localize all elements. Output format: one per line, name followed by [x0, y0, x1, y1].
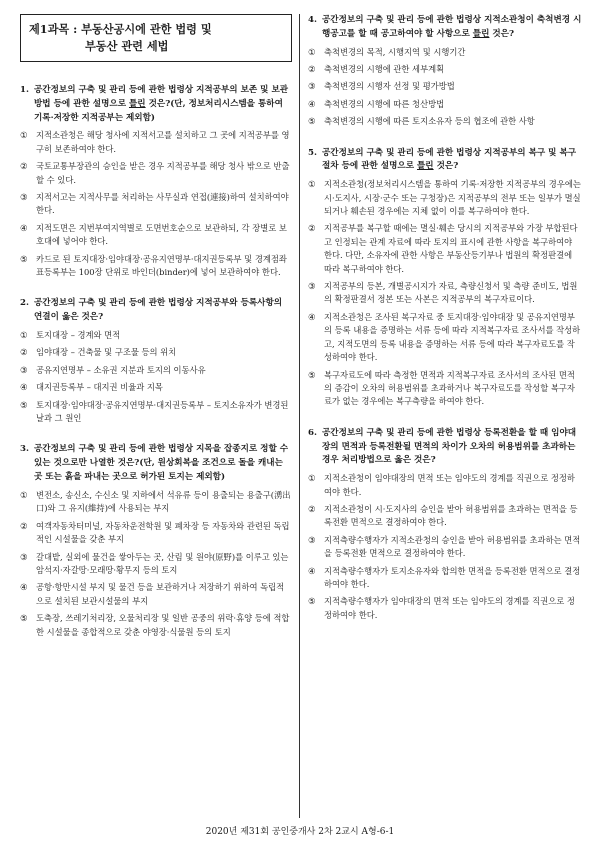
right-column — [308, 14, 582, 640]
answer-choice — [20, 381, 292, 394]
answer-choice — [308, 565, 582, 592]
question-stem — [308, 147, 582, 175]
question-text — [34, 443, 292, 484]
question-stem — [308, 427, 582, 468]
question-number: 3. — [20, 444, 29, 455]
answer-choice — [20, 129, 292, 156]
question-text-part: 공간정보의 구축 및 관리 등에 관한 법령상 지적공부의 보존 및 보관방법 등에 관한 설명으로 — [34, 85, 289, 109]
choice-text: 지적측량수행자가 토지소유자와 합의한 면적을 등록전환 면적으로 결정하여야 한다. — [324, 565, 581, 589]
question-2 — [20, 297, 292, 425]
page-footer: 2020년 제31회 공인중개사 2차 2교시 A형-6-1 — [205, 827, 395, 837]
choice-marker: ⑤ — [20, 613, 28, 624]
question-text-part: 것은?(단, 정보처리시스템을 통하여 기록·저장한 지적공부는 제외함) — [34, 98, 283, 123]
question-text-part: 공간정보의 구축 및 관리 등에 관한 법령상 지적소관청이 축척변경 시행공고를 할 때 공고하여야 할 사항으로 — [322, 15, 582, 39]
question-text-part: 공간정보의 구축 및 관리 등에 관한 법령상 지목을 잡종지로 정할 수 있는 것으로만 나열한 것은?(단, 원상회복을 조건으로 돌을 캐내는 곳 또는 흙을 파내는 곳으로 허가된 토지는 제외함) — [34, 444, 289, 483]
answer-choice — [308, 534, 582, 561]
question-6 — [308, 427, 582, 622]
choice-text: 변전소, 송신소, 수신소 및 지하에서 석유류 등이 용출되는 용출구(湧出口)와 그 유지(維持)에 사용되는 부지 — [36, 489, 291, 514]
column-divider — [299, 14, 300, 818]
answer-choice — [308, 280, 582, 307]
answer-choice — [308, 222, 582, 276]
choice-text: 대지권등록부 – 대지권 비율과 지목 — [36, 382, 163, 393]
answer-choice — [308, 115, 582, 128]
choice-marker: ⑤ — [308, 116, 316, 127]
choice-marker: ② — [20, 347, 28, 358]
answer-choice — [20, 399, 292, 426]
answer-choice — [308, 98, 582, 111]
answer-choice — [20, 191, 292, 218]
choice-marker: ④ — [20, 582, 28, 593]
answer-choice — [308, 369, 582, 409]
question-text-part: 공간정보의 구축 및 관리 등에 관한 법령상 등록전환을 할 때 임야대장의 면적과 등록전환될 면적의 차이가 오차의 허용범위를 초과하는 경우 처리방법으로 옳은 것은? — [322, 427, 577, 466]
choice-marker: ② — [20, 161, 28, 172]
answer-choice — [308, 46, 582, 59]
question-text — [34, 84, 292, 125]
choice-text: 도축장, 쓰레기처리장, 오물처리장 및 일반 공중의 위락·휴양 등에 적합한 시설물을 종합적으로 갖춘 야영장·식물원 등의 토지 — [36, 613, 290, 637]
answer-choice — [20, 346, 292, 359]
answer-choice — [20, 520, 292, 547]
choice-text: 지적도면은 지번부여지역별로 도면번호순으로 보관하되, 각 장별로 보호대에 넣어야 한다. — [36, 222, 287, 247]
choice-text: 지적공부를 복구할 때에는 멸실·훼손 당시의 지적공부와 가장 부합된다고 인정되는 관계 자료에 따라 토지의 표시에 관한 사항을 복구하여야 한다. 다만, 소유자에 관한 사항은 부동산등기부나 법원의 확정판결에 따라 복구하여야 한다. — [324, 223, 578, 274]
answer-choice — [308, 311, 582, 365]
choice-text: 축척변경의 시행에 따른 토지소유자 등의 협조에 관한 사항 — [324, 116, 535, 127]
left-column — [20, 14, 292, 657]
answer-choice — [308, 503, 582, 530]
choice-marker: ① — [20, 130, 28, 141]
choice-marker: ① — [308, 473, 316, 484]
choice-marker: ⑤ — [20, 253, 28, 264]
choice-text: 지적소관청이 시·도지사의 승인을 받아 허용범위를 초과하는 면적을 등록전환 면적으로 결정하여야 한다. — [324, 503, 578, 528]
choice-text: 복구자료도에 따라 측정한 면적과 지적복구자료 조사서의 조사된 면적의 증감이 오차의 허용범위를 초과하거나 복구자료도를 작성할 복구자료가 없는 경우에는 복구측량을 하여야 한다. — [324, 369, 575, 407]
answer-choice — [20, 160, 292, 187]
choice-text: 지적소관청은 해당 청사에 지적서고를 설치하고 그 곳에 지적공부를 영구히 보존하여야 한다. — [36, 130, 290, 154]
choice-text: 지적소관청(정보처리시스템을 통하여 기록·저장한 지적공부의 경우에는 시·도지사, 시장·군수 또는 구청장)은 지적공부의 전부 또는 일부가 멸실되거나 훼손된 경우에는 지체 없이 이를 복구하여야 한다. — [324, 179, 581, 217]
question-1 — [20, 84, 292, 279]
choice-marker: ① — [308, 46, 316, 57]
choice-marker: ① — [20, 489, 28, 500]
question-text — [322, 147, 582, 175]
question-text-part: 것은? — [433, 161, 459, 172]
choice-text: 축척변경의 목적, 시행지역 및 시행기간 — [324, 46, 466, 57]
question-number: 1. — [20, 85, 29, 95]
choice-marker: ④ — [308, 98, 316, 109]
choice-text: 지적소관청은 조사된 복구자료 중 토지대장·임야대장 및 공유지연명부의 등록 내용을 증명하는 서류 등에 따라 지적복구자료 조사서를 작성하고, 지적도면의 등록 내용을 증명하는 서류 등에 따라 복구자료도를 작성하여야 한다. — [324, 311, 581, 363]
choice-marker: ② — [20, 520, 28, 531]
question-stem — [308, 14, 582, 42]
question-stem — [20, 443, 292, 484]
answer-choice — [20, 253, 292, 280]
choice-text: 임야대장 – 건축물 및 구조물 등의 위치 — [36, 347, 177, 358]
choice-marker: ② — [308, 223, 316, 234]
choice-marker: ③ — [308, 81, 316, 92]
answer-choice — [20, 551, 292, 578]
question-emphasis: 틀린 — [472, 28, 490, 39]
choice-text: 카드로 된 토지대장·임야대장·공유지연명부·대지권등록부 및 경계점좌표등록부는 100장 단위로 바인더(binder)에 넣어 보관하여야 한다. — [36, 253, 287, 278]
answer-choice — [308, 595, 582, 622]
choice-text: 축척변경의 시행에 따른 청산방법 — [324, 98, 445, 109]
question-text — [322, 427, 582, 468]
question-text — [322, 14, 582, 42]
subject-header — [20, 14, 292, 62]
answer-choice — [20, 329, 292, 342]
question-emphasis: 틀린 — [128, 98, 146, 109]
choice-text: 축척변경의 시행자 선정 및 평가방법 — [324, 81, 455, 92]
choice-text: 지적측량수행자가 임야대장의 면적 또는 임야도의 경계를 직권으로 정정하여야 한다. — [324, 596, 575, 620]
choice-marker: ③ — [20, 551, 28, 562]
choice-marker: ① — [308, 179, 316, 190]
question-text-part: 것은? — [489, 28, 515, 39]
answer-choice — [20, 489, 292, 516]
choice-marker: ③ — [20, 192, 28, 203]
subject-title-line2: 부동산 관련 세법 — [85, 39, 169, 53]
question-number: 4. — [308, 15, 317, 25]
choice-text: 지적소관청이 임야대장의 면적 또는 임야도의 경계를 직권으로 정정하여야 한다. — [324, 473, 575, 497]
choice-marker: ② — [308, 503, 316, 514]
question-text — [34, 297, 292, 325]
question-number: 6. — [308, 427, 317, 438]
choice-text: 공항·항만시설 부지 및 물건 등을 보관하거나 저장하기 위하여 독립적으로 설치된 보관시설물의 부지 — [36, 582, 285, 606]
answer-choice — [20, 364, 292, 377]
choice-marker: ② — [308, 64, 316, 74]
question-5 — [308, 147, 582, 409]
choice-marker: ⑤ — [20, 399, 28, 410]
question-4 — [308, 14, 582, 129]
answer-choice — [308, 472, 582, 499]
choice-marker: ① — [20, 330, 28, 341]
choice-text: 토지대장 – 경계와 면적 — [36, 330, 121, 341]
choice-marker: ③ — [308, 281, 316, 292]
choice-marker: ③ — [308, 534, 316, 545]
choice-marker: ④ — [308, 565, 316, 576]
choice-text: 공유지연명부 – 소유권 지분과 토지의 이동사유 — [36, 364, 206, 375]
answer-choice — [20, 612, 292, 639]
choice-text: 여객자동차터미널, 자동차운전학원 및 폐차장 등 자동차와 관련된 독립적인 시설물을 갖춘 부지 — [36, 520, 290, 545]
choice-marker: ⑤ — [308, 369, 316, 380]
answer-choice — [308, 80, 582, 93]
question-emphasis: 틀린 — [416, 161, 434, 172]
answer-choice — [308, 178, 582, 218]
answer-choice — [308, 63, 582, 76]
question-3 — [20, 443, 292, 638]
choice-marker: ④ — [20, 382, 28, 393]
choice-marker: ④ — [20, 222, 28, 233]
question-number: 5. — [308, 147, 317, 158]
choice-text: 토지대장·임야대장·공유지연명부·대지권등록부 – 토지소유자가 변경된 날과 그 원인 — [36, 399, 289, 424]
question-stem — [20, 84, 292, 125]
choice-text: 국토교통부장관의 승인을 받은 경우 지적공부를 해당 청사 밖으로 반출할 수 있다. — [36, 161, 290, 185]
choice-marker: ③ — [20, 364, 28, 375]
choice-text: 지적공부의 등본, 개별공시지가 자료, 측량신청서 및 측량 준비도, 법원의 확정판결서 정본 또는 사본은 지적공부의 복구자료이다. — [324, 281, 578, 305]
question-number: 2. — [20, 298, 29, 309]
subject-title-line1: 제1과목 : 부동산공시에 관한 법령 및 — [29, 22, 212, 36]
question-stem — [20, 297, 292, 325]
question-text-part: 공간정보의 구축 및 관리 등에 관한 법령상 지적공부의 복구 및 복구절차 등에 관한 설명으로 — [322, 147, 577, 172]
choice-text: 갈대밭, 실외에 물건을 쌓아두는 곳, 산림 및 원야(原野)를 이루고 있는 암석지·자갈땅·모래땅·황무지 등의 토지 — [36, 551, 289, 575]
choice-text: 축척변경의 시행에 관한 세부계획 — [324, 64, 445, 74]
choice-marker: ④ — [308, 311, 316, 322]
choice-text: 지적서고는 지적사무를 처리하는 사무실과 연접(連接)하여 설치하여야 한다. — [36, 192, 289, 216]
answer-choice — [20, 581, 292, 608]
choice-text: 지적측량수행자가 지적소관청의 승인을 받아 허용범위를 초과하는 면적을 등록전환 면적으로 결정하여야 한다. — [324, 534, 581, 559]
answer-choice — [20, 222, 292, 249]
choice-marker: ⑤ — [308, 596, 316, 607]
question-text-part: 공간정보의 구축 및 관리 등에 관한 법령상 지적공부와 등록사항의 연결이 옳은 것은? — [34, 298, 283, 323]
